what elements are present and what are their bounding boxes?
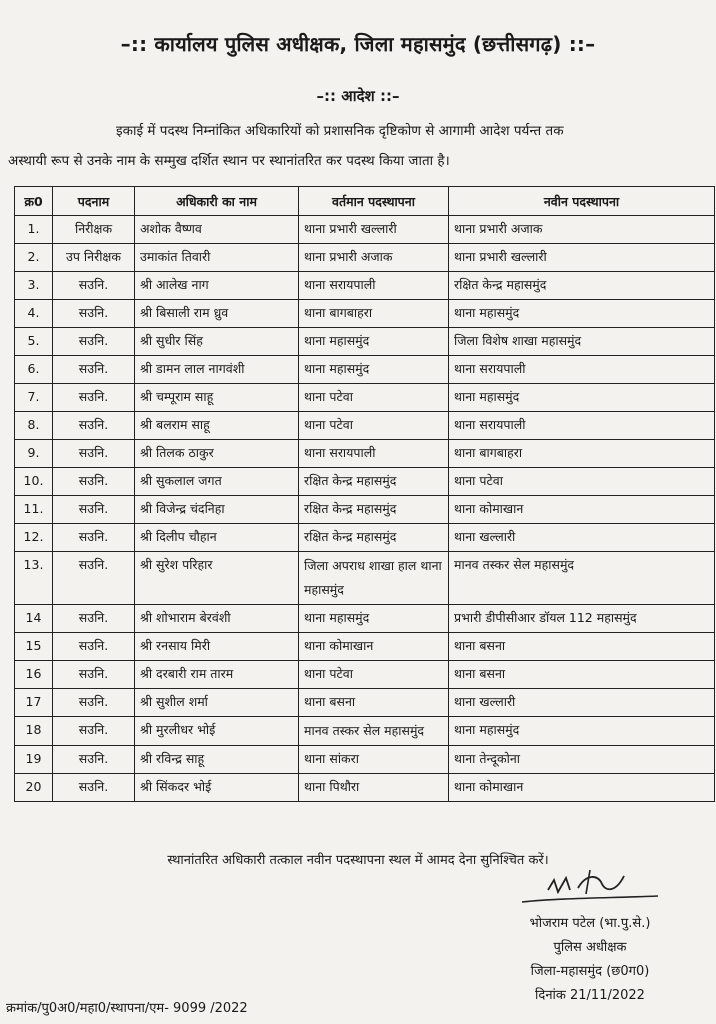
table-row — [15, 689, 715, 717]
cell-officer-name: श्री विजेन्द्र चंदनिहा — [135, 496, 299, 524]
cell-serial: 18 — [15, 717, 53, 746]
cell-current-posting: थाना प्रभारी खल्लारी — [299, 216, 449, 244]
cell-new-posting: थाना बसना — [449, 661, 715, 689]
cell-serial: 20 — [15, 774, 53, 802]
header-officer-name: अधिकारी का नाम — [135, 187, 299, 216]
cell-officer-name: श्री सुकलाल जगत — [135, 468, 299, 496]
cell-new-posting: थाना बसना — [449, 633, 715, 661]
cell-new-posting: थाना कोमाखान — [449, 774, 715, 802]
header-designation: पदनाम — [53, 187, 135, 216]
cell-current-posting: रक्षित केन्द्र महासमुंद — [299, 496, 449, 524]
cell-serial: 4. — [15, 300, 53, 328]
cell-designation: सउनि. — [53, 633, 135, 661]
cell-designation: उप निरीक्षक — [53, 244, 135, 272]
cell-officer-name: श्री आलेख नाग — [135, 272, 299, 300]
signatory-district: जिला-महासमुंद (छ0ग0) — [530, 964, 650, 979]
cell-designation: सउनि. — [53, 440, 135, 468]
cell-officer-name: श्री रनसाय मिरी — [135, 633, 299, 661]
cell-new-posting: थाना महासमुंद — [449, 717, 715, 746]
table-header-row — [15, 187, 715, 216]
cell-new-posting: थाना महासमुंद — [449, 300, 715, 328]
cell-designation: सउनि. — [53, 605, 135, 633]
cell-serial: 5. — [15, 328, 53, 356]
transfer-table — [14, 186, 715, 802]
cell-current-posting: जिला अपराध शाखा हाल थाना महासमुंद — [299, 552, 449, 605]
cell-designation: सउनि. — [53, 524, 135, 552]
cell-serial: 14 — [15, 605, 53, 633]
cell-officer-name: श्री चम्पूराम साहू — [135, 384, 299, 412]
cell-new-posting: थाना सरायपाली — [449, 356, 715, 384]
cell-officer-name: श्री सुरेश परिहार — [135, 552, 299, 605]
intro-paragraph — [8, 116, 714, 176]
cell-serial: 9. — [15, 440, 53, 468]
cell-current-posting: थाना बसना — [299, 689, 449, 717]
cell-serial: 7. — [15, 384, 53, 412]
cell-new-posting: जिला विशेष शाखा महासमुंद — [449, 328, 715, 356]
cell-current-posting: थाना सरायपाली — [299, 272, 449, 300]
cell-current-posting: थाना पिथौरा — [299, 774, 449, 802]
joining-instruction: स्थानांतरित अधिकारी तत्काल नवीन पदस्थापना स्थल में आमद देना सुनिश्चित करें। — [167, 853, 549, 868]
cell-new-posting: थाना बागबाहरा — [449, 440, 715, 468]
signatory-title: पुलिस अधीक्षक — [553, 940, 627, 955]
cell-current-posting: थाना महासमुंद — [299, 356, 449, 384]
table-row — [15, 661, 715, 689]
cell-designation: सउनि. — [53, 689, 135, 717]
header-new-posting: नवीन पदस्थापना — [449, 187, 715, 216]
cell-designation: सउनि. — [53, 661, 135, 689]
cell-serial: 3. — [15, 272, 53, 300]
table-row — [15, 717, 715, 746]
cell-new-posting: थाना तेन्दूकोना — [449, 746, 715, 774]
cell-officer-name: श्री दरबारी राम तारम — [135, 661, 299, 689]
cell-current-posting: थाना प्रभारी अजाक — [299, 244, 449, 272]
cell-new-posting: थाना प्रभारी खल्लारी — [449, 244, 715, 272]
cell-serial: 11. — [15, 496, 53, 524]
cell-current-posting: थाना सरायपाली — [299, 440, 449, 468]
cell-serial: 16 — [15, 661, 53, 689]
cell-new-posting: रक्षित केन्द्र महासमुंद — [449, 272, 715, 300]
cell-officer-name: श्री बलराम साहू — [135, 412, 299, 440]
cell-current-posting: थाना बागबाहरा — [299, 300, 449, 328]
cell-serial: 17 — [15, 689, 53, 717]
cell-serial: 19 — [15, 746, 53, 774]
table-row — [15, 244, 715, 272]
cell-new-posting: थाना सरायपाली — [449, 412, 715, 440]
table-row — [15, 605, 715, 633]
table-row — [15, 746, 715, 774]
cell-officer-name: श्री तिलक ठाकुर — [135, 440, 299, 468]
cell-designation: सउनि. — [53, 328, 135, 356]
cell-officer-name: श्री सुधीर सिंह — [135, 328, 299, 356]
cell-current-posting: थाना पटेवा — [299, 412, 449, 440]
cell-new-posting: मानव तस्कर सेल महासमुंद — [449, 552, 715, 605]
cell-current-posting: थाना पटेवा — [299, 661, 449, 689]
table-row — [15, 328, 715, 356]
cell-serial: 10. — [15, 468, 53, 496]
cell-designation: सउनि. — [53, 774, 135, 802]
cell-new-posting: थाना पटेवा — [449, 468, 715, 496]
header-serial: क्र0 — [15, 187, 53, 216]
table-row — [15, 524, 715, 552]
cell-officer-name: श्री बिसाली राम ध्रुव — [135, 300, 299, 328]
intro-line-1: इकाई में पदस्थ निम्नांकित अधिकारियों को प्रशासनिक दृष्टिकोण से आगामी आदेश पर्यन्त तक — [116, 123, 564, 139]
cell-designation: सउनि. — [53, 746, 135, 774]
table-row — [15, 468, 715, 496]
table-row — [15, 216, 715, 244]
cell-designation: सउनि. — [53, 717, 135, 746]
cell-designation: सउनि. — [53, 552, 135, 605]
cell-new-posting: थाना खल्लारी — [449, 689, 715, 717]
cell-designation: सउनि. — [53, 468, 135, 496]
table-row — [15, 552, 715, 605]
cell-designation: सउनि. — [53, 384, 135, 412]
cell-serial: 13. — [15, 552, 53, 605]
cell-officer-name: श्री सुशील शर्मा — [135, 689, 299, 717]
cell-designation: सउनि. — [53, 356, 135, 384]
cell-officer-name: श्री मुरलीधर भोई — [135, 717, 299, 746]
table-body — [15, 216, 715, 802]
cell-serial: 8. — [15, 412, 53, 440]
cell-designation: सउनि. — [53, 412, 135, 440]
cell-new-posting: थाना खल्लारी — [449, 524, 715, 552]
cell-current-posting: थाना महासमुंद — [299, 605, 449, 633]
cell-officer-name: श्री रविन्द्र साहू — [135, 746, 299, 774]
cell-current-posting: थाना पटेवा — [299, 384, 449, 412]
cell-current-posting: रक्षित केन्द्र महासमुंद — [299, 468, 449, 496]
table-row — [15, 496, 715, 524]
table-row — [15, 300, 715, 328]
cell-officer-name: श्री डामन लाल नागवंशी — [135, 356, 299, 384]
cell-designation: सउनि. — [53, 300, 135, 328]
cell-officer-name: अशोक वैष्णव — [135, 216, 299, 244]
cell-officer-name: श्री दिलीप चौहान — [135, 524, 299, 552]
cell-current-posting: रक्षित केन्द्र महासमुंद — [299, 524, 449, 552]
order-date: दिनांक 21/11/2022 — [535, 988, 645, 1003]
order-heading: –:: आदेश ::– — [316, 87, 400, 105]
cell-officer-name: उमाकांत तिवारी — [135, 244, 299, 272]
cell-new-posting: थाना कोमाखान — [449, 496, 715, 524]
cell-current-posting: थाना महासमुंद — [299, 328, 449, 356]
cell-serial: 1. — [15, 216, 53, 244]
office-title: –:: कार्यालय पुलिस अधीक्षक, जिला महासमुंद (छत्तीसगढ़) ::– — [120, 32, 596, 56]
cell-designation: निरीक्षक — [53, 216, 135, 244]
cell-new-posting: प्रभारी डीपीसीआर डॉयल 112 महासमुंद — [449, 605, 715, 633]
table-row — [15, 356, 715, 384]
cell-officer-name: श्री शोभाराम बेरवंशी — [135, 605, 299, 633]
signature-mark — [520, 868, 660, 908]
cell-serial: 2. — [15, 244, 53, 272]
cell-serial: 6. — [15, 356, 53, 384]
cell-new-posting: थाना महासमुंद — [449, 384, 715, 412]
cell-serial: 15 — [15, 633, 53, 661]
cell-serial: 12. — [15, 524, 53, 552]
table-row — [15, 440, 715, 468]
reference-number: क्रमांक/पु0अ0/महा0/स्थापना/एम- 9099 /2022 — [6, 1001, 248, 1016]
signatory-name: भोजराम पटेल (भा.पु.से.) — [529, 916, 651, 931]
table-row — [15, 412, 715, 440]
signatory-block — [480, 912, 700, 1008]
cell-current-posting: थाना सांकरा — [299, 746, 449, 774]
table-row — [15, 774, 715, 802]
cell-designation: सउनि. — [53, 272, 135, 300]
header-current-posting: वर्तमान पदस्थापना — [299, 187, 449, 216]
table-row — [15, 384, 715, 412]
cell-new-posting: थाना प्रभारी अजाक — [449, 216, 715, 244]
cell-designation: सउनि. — [53, 496, 135, 524]
cell-current-posting: मानव तस्कर सेल महासमुंद — [299, 717, 449, 746]
cell-officer-name: श्री सिंकदर भोई — [135, 774, 299, 802]
cell-current-posting: थाना कोमाखान — [299, 633, 449, 661]
table-row — [15, 633, 715, 661]
table-row — [15, 272, 715, 300]
intro-line-2: अस्थायी रूप से उनके नाम के सम्मुख दर्शित स्थान पर स्थानांतरित कर पदस्थ किया जाता है। — [8, 153, 450, 169]
